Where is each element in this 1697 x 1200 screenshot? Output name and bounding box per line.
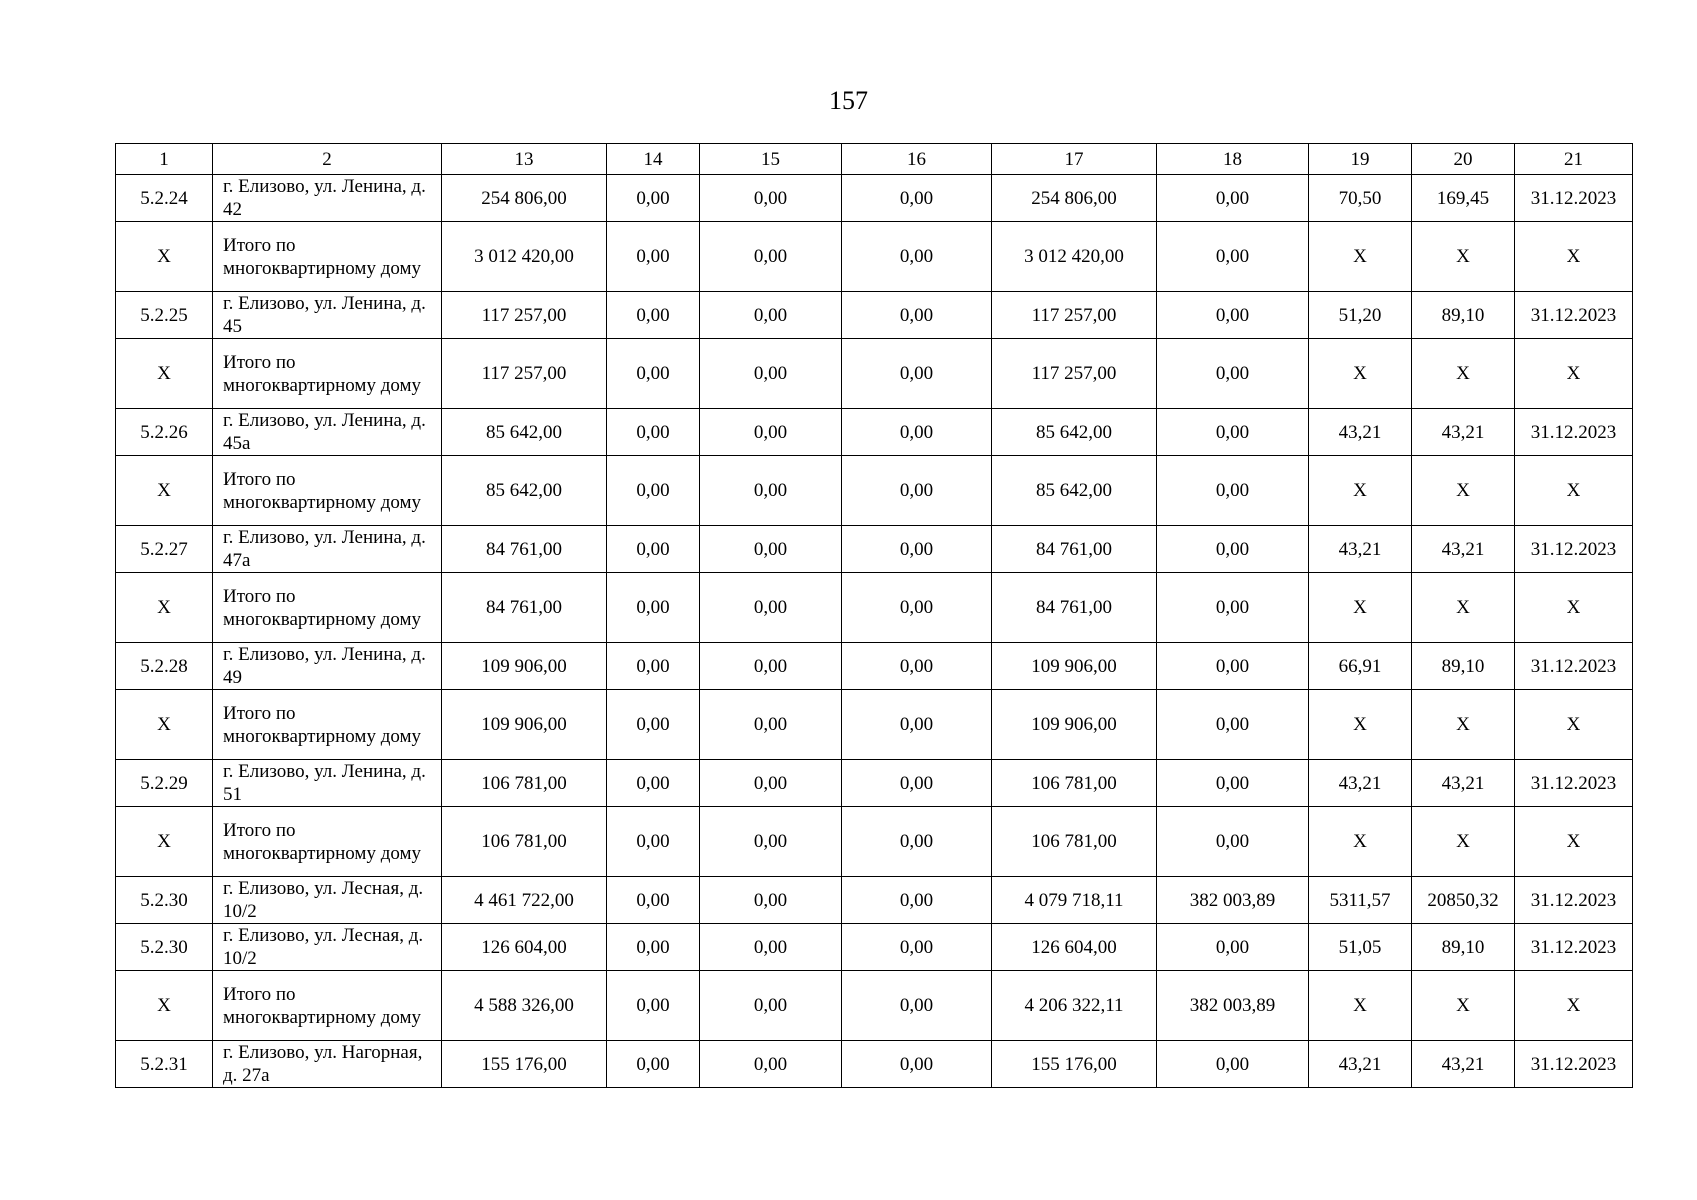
table-cell: 126 604,00 [992, 924, 1157, 971]
table-cell: 0,00 [1157, 573, 1309, 643]
table-cell: Х [1309, 456, 1412, 526]
table-cell: г. Елизово, ул. Ленина, д. 51 [213, 760, 442, 807]
table-cell: 0,00 [700, 643, 842, 690]
table-cell: 20850,32 [1412, 877, 1515, 924]
table-cell: 0,00 [842, 175, 992, 222]
table-cell: Итого по многоквартирному дому [213, 971, 442, 1041]
table-cell: 155 176,00 [442, 1041, 607, 1088]
table-row [116, 877, 1633, 924]
column-header: 13 [442, 144, 607, 175]
table-cell: 0,00 [607, 1041, 700, 1088]
table-cell: 0,00 [607, 924, 700, 971]
table-row [116, 760, 1633, 807]
table-cell: 5.2.30 [116, 877, 213, 924]
table-cell: 89,10 [1412, 924, 1515, 971]
table-cell: 0,00 [842, 339, 992, 409]
table-cell: 0,00 [1157, 175, 1309, 222]
table-cell: Х [1515, 339, 1633, 409]
table-cell: 0,00 [607, 877, 700, 924]
table-cell: 43,21 [1309, 760, 1412, 807]
table-cell: 4 079 718,11 [992, 877, 1157, 924]
table-cell: 0,00 [1157, 526, 1309, 573]
column-header: 14 [607, 144, 700, 175]
column-header: 16 [842, 144, 992, 175]
table-cell: 382 003,89 [1157, 877, 1309, 924]
table-cell: 5.2.29 [116, 760, 213, 807]
table-cell: 43,21 [1309, 526, 1412, 573]
table-cell: 0,00 [700, 222, 842, 292]
table-cell: 0,00 [700, 760, 842, 807]
table-cell: Х [1515, 807, 1633, 877]
table-row [116, 1041, 1633, 1088]
table-cell: 43,21 [1412, 526, 1515, 573]
table-cell: Х [1309, 690, 1412, 760]
table-cell: 109 906,00 [992, 643, 1157, 690]
table-cell: Х [1412, 339, 1515, 409]
table-cell: 109 906,00 [442, 643, 607, 690]
table-cell: Х [116, 339, 213, 409]
column-header: 20 [1412, 144, 1515, 175]
table-cell: 106 781,00 [992, 807, 1157, 877]
total-row [116, 573, 1633, 643]
table-cell: 0,00 [607, 526, 700, 573]
table-cell: 117 257,00 [992, 339, 1157, 409]
table-cell: 0,00 [700, 526, 842, 573]
table-cell: г. Елизово, ул. Лесная, д. 10/2 [213, 924, 442, 971]
table-cell: Итого по многоквартирному дому [213, 456, 442, 526]
table-cell: 43,21 [1309, 1041, 1412, 1088]
table-cell: Х [1515, 456, 1633, 526]
table-cell: 5.2.27 [116, 526, 213, 573]
table-cell: Х [1309, 573, 1412, 643]
table-row [116, 643, 1633, 690]
table-cell: 31.12.2023 [1515, 526, 1633, 573]
table-cell: 0,00 [842, 971, 992, 1041]
table-cell: 31.12.2023 [1515, 924, 1633, 971]
table-cell: 254 806,00 [992, 175, 1157, 222]
table-cell: Х [116, 971, 213, 1041]
table-cell: 254 806,00 [442, 175, 607, 222]
table-cell: 0,00 [607, 409, 700, 456]
table-cell: Х [1412, 690, 1515, 760]
table-cell: 106 781,00 [992, 760, 1157, 807]
table-cell: 31.12.2023 [1515, 1041, 1633, 1088]
table-cell: 43,21 [1412, 760, 1515, 807]
table-cell: 85 642,00 [992, 409, 1157, 456]
table-cell: 4 461 722,00 [442, 877, 607, 924]
table-cell: 84 761,00 [442, 573, 607, 643]
table-cell: Х [1515, 573, 1633, 643]
table-cell: 43,21 [1412, 409, 1515, 456]
table-row [116, 292, 1633, 339]
table-cell: 126 604,00 [442, 924, 607, 971]
table-cell: 0,00 [1157, 924, 1309, 971]
table-cell: Х [116, 690, 213, 760]
table-cell: Х [1515, 222, 1633, 292]
header-row [116, 144, 1633, 175]
table-cell: 0,00 [700, 971, 842, 1041]
table-cell: Х [1309, 222, 1412, 292]
column-header: 18 [1157, 144, 1309, 175]
table-cell: 84 761,00 [992, 526, 1157, 573]
table-cell: 4 588 326,00 [442, 971, 607, 1041]
table-cell: Х [1412, 971, 1515, 1041]
table-cell: 31.12.2023 [1515, 409, 1633, 456]
table-cell: 0,00 [842, 526, 992, 573]
table-cell: 0,00 [842, 409, 992, 456]
table-cell: г. Елизово, ул. Лесная, д. 10/2 [213, 877, 442, 924]
table-cell: 5.2.30 [116, 924, 213, 971]
table-cell: 155 176,00 [992, 1041, 1157, 1088]
table-cell: 0,00 [842, 292, 992, 339]
table-cell: 0,00 [700, 1041, 842, 1088]
table-cell: 31.12.2023 [1515, 643, 1633, 690]
table-cell: Итого по многоквартирному дому [213, 222, 442, 292]
table-cell: 5.2.24 [116, 175, 213, 222]
table-cell: 0,00 [1157, 409, 1309, 456]
table-cell: 5.2.31 [116, 1041, 213, 1088]
table-cell: 31.12.2023 [1515, 292, 1633, 339]
table-cell: 0,00 [1157, 760, 1309, 807]
table-cell: 5.2.25 [116, 292, 213, 339]
table-cell: 0,00 [607, 807, 700, 877]
table-cell: 89,10 [1412, 292, 1515, 339]
table-cell: 0,00 [607, 339, 700, 409]
table-cell: Х [1309, 339, 1412, 409]
table-cell: 84 761,00 [992, 573, 1157, 643]
table-cell: 0,00 [700, 690, 842, 760]
table-cell: 43,21 [1412, 1041, 1515, 1088]
table-cell: 0,00 [607, 292, 700, 339]
table-cell: 0,00 [1157, 292, 1309, 339]
table-cell: Х [1309, 971, 1412, 1041]
table-row [116, 924, 1633, 971]
data-table [115, 143, 1633, 1088]
table-cell: 51,05 [1309, 924, 1412, 971]
total-row [116, 690, 1633, 760]
table-cell: 109 906,00 [442, 690, 607, 760]
table-cell: Х [116, 456, 213, 526]
table-cell: 85 642,00 [992, 456, 1157, 526]
total-row [116, 456, 1633, 526]
table-cell: 0,00 [842, 222, 992, 292]
table-cell: г. Елизово, ул. Ленина, д. 47а [213, 526, 442, 573]
table-cell: 0,00 [607, 573, 700, 643]
table-cell: г. Елизово, ул. Ленина, д. 45 [213, 292, 442, 339]
table-cell: г. Елизово, ул. Ленина, д. 42 [213, 175, 442, 222]
total-row [116, 339, 1633, 409]
table-row [116, 409, 1633, 456]
table-cell: 117 257,00 [442, 339, 607, 409]
table-cell: 0,00 [842, 807, 992, 877]
table-cell: 0,00 [700, 807, 842, 877]
table-cell: 0,00 [700, 292, 842, 339]
table-cell: 0,00 [700, 456, 842, 526]
table-cell: Х [1309, 807, 1412, 877]
table-cell: 31.12.2023 [1515, 760, 1633, 807]
table-cell: 0,00 [842, 643, 992, 690]
table-cell: Х [116, 807, 213, 877]
table-cell: 0,00 [1157, 690, 1309, 760]
table-cell: 51,20 [1309, 292, 1412, 339]
column-header: 17 [992, 144, 1157, 175]
table-cell: 0,00 [607, 690, 700, 760]
table-cell: 0,00 [842, 573, 992, 643]
table-cell: 0,00 [842, 924, 992, 971]
table-cell: 169,45 [1412, 175, 1515, 222]
table-cell: 85 642,00 [442, 409, 607, 456]
table-cell: 5.2.28 [116, 643, 213, 690]
table-cell: 0,00 [607, 456, 700, 526]
table-cell: 31.12.2023 [1515, 175, 1633, 222]
column-header: 15 [700, 144, 842, 175]
table-cell: Итого по многоквартирному дому [213, 807, 442, 877]
table-cell: г. Елизово, ул. Ленина, д. 49 [213, 643, 442, 690]
table-cell: г. Елизово, ул. Нагорная, д. 27а [213, 1041, 442, 1088]
table-cell: Х [1412, 573, 1515, 643]
total-row [116, 807, 1633, 877]
table-row [116, 175, 1633, 222]
table-cell: 0,00 [700, 573, 842, 643]
table-cell: 0,00 [700, 339, 842, 409]
table-cell: 0,00 [842, 456, 992, 526]
table-cell: 0,00 [842, 1041, 992, 1088]
table-cell: 117 257,00 [442, 292, 607, 339]
column-header: 19 [1309, 144, 1412, 175]
table-cell: 0,00 [842, 877, 992, 924]
table-cell: 106 781,00 [442, 807, 607, 877]
table-cell: 70,50 [1309, 175, 1412, 222]
table-body [116, 175, 1633, 1088]
column-header: 2 [213, 144, 442, 175]
table-cell: 89,10 [1412, 643, 1515, 690]
table-cell: 0,00 [842, 760, 992, 807]
table-cell: 84 761,00 [442, 526, 607, 573]
table-cell: Х [1515, 690, 1633, 760]
table-cell: 3 012 420,00 [442, 222, 607, 292]
table-cell: Итого по многоквартирному дому [213, 573, 442, 643]
table-cell: 0,00 [700, 877, 842, 924]
table-cell: 0,00 [607, 760, 700, 807]
table-cell: 0,00 [607, 175, 700, 222]
table-cell: Х [116, 573, 213, 643]
table-cell: 4 206 322,11 [992, 971, 1157, 1041]
column-header: 21 [1515, 144, 1633, 175]
table-cell: Х [1412, 807, 1515, 877]
table-cell: 0,00 [607, 222, 700, 292]
table-cell: 31.12.2023 [1515, 877, 1633, 924]
table-cell: 3 012 420,00 [992, 222, 1157, 292]
table-row [116, 526, 1633, 573]
table-cell: Итого по многоквартирному дому [213, 690, 442, 760]
table-cell: 0,00 [842, 690, 992, 760]
table-cell: 0,00 [607, 643, 700, 690]
table-cell: 109 906,00 [992, 690, 1157, 760]
table-cell: 0,00 [1157, 456, 1309, 526]
total-row [116, 222, 1633, 292]
table-cell: 382 003,89 [1157, 971, 1309, 1041]
page-number: 157 [829, 86, 868, 115]
table-cell: 0,00 [1157, 222, 1309, 292]
table-cell: Итого по многоквартирному дому [213, 339, 442, 409]
table-cell: 0,00 [1157, 807, 1309, 877]
table-cell: Х [116, 222, 213, 292]
table-cell: 0,00 [1157, 339, 1309, 409]
table-cell: 85 642,00 [442, 456, 607, 526]
table-cell: г. Елизово, ул. Ленина, д. 45а [213, 409, 442, 456]
table-cell: 66,91 [1309, 643, 1412, 690]
table-cell: Х [1515, 971, 1633, 1041]
table-cell: 106 781,00 [442, 760, 607, 807]
table-cell: 0,00 [607, 971, 700, 1041]
table-cell: 0,00 [700, 409, 842, 456]
table-cell: 117 257,00 [992, 292, 1157, 339]
table-cell: 0,00 [700, 175, 842, 222]
column-header: 1 [116, 144, 213, 175]
total-row [116, 971, 1633, 1041]
table-cell: Х [1412, 456, 1515, 526]
table-cell: 43,21 [1309, 409, 1412, 456]
table-cell: 5.2.26 [116, 409, 213, 456]
table-cell: 0,00 [1157, 1041, 1309, 1088]
table-cell: 0,00 [1157, 643, 1309, 690]
table-cell: 5311,57 [1309, 877, 1412, 924]
table-cell: 0,00 [700, 924, 842, 971]
table-cell: Х [1412, 222, 1515, 292]
